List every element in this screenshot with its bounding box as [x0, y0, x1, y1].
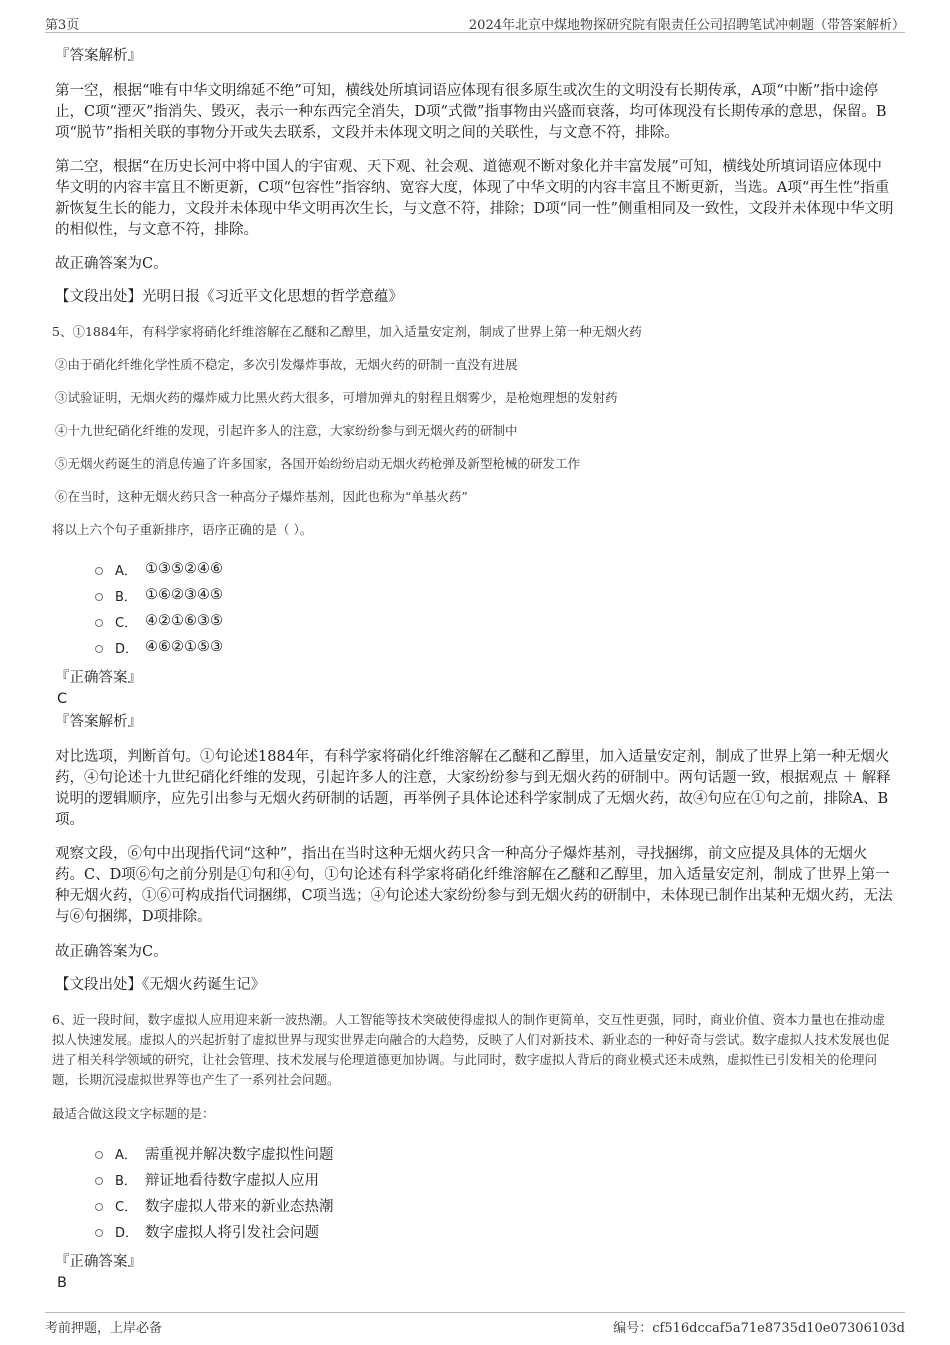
option-list: [95, 556, 895, 660]
option-letter: A．: [115, 563, 137, 579]
option-letter: D．: [115, 641, 139, 657]
question-sentence: ⑥在当时，这种无烟火药只含一种高分子爆炸基剂，因此也称为“单基火药”: [55, 489, 468, 504]
document-id: 编号：cf516dccaf5a71e8735d10e07306103d: [613, 1321, 905, 1336]
option-text: 辩证地看待数字虚拟人应用: [145, 1172, 319, 1189]
correct-answer: B: [57, 1275, 67, 1291]
option-text: ④⑥②①⑤③: [145, 639, 223, 655]
page-footer: [45, 1312, 905, 1335]
analysis-paragraph: 观察文段，⑥句中出现指代词“这种”，指出在当时这种无烟火药只含一种高分子爆炸基剂，寻找捆绑，前文应提及具体的无烟火药。C、D项⑥句之前分别是①句和④句，①句论述有科学家将硝化纤维溶解在乙醚和乙醇里，加入适量安定剂，制成了世界上第一种无烟火药，①⑥可构成指代词捆绑，C项当选；④句论述大家纷纷参与到无烟火药的研制中，未体现已制作出某种无烟火药，无法与⑥句捆绑，D项排除。: [55, 846, 893, 925]
question-sentence: ④十九世纪硝化纤维的发现，引起许多人的注意，大家纷纷参与到无烟火药的研制中: [55, 423, 518, 438]
question-prompt: 将以上六个句子重新排序，语序正确的是（ ）。: [52, 522, 313, 537]
radio-icon[interactable]: [95, 1151, 103, 1159]
option-a[interactable]: [95, 1140, 895, 1166]
analysis-paragraph: 对比选项，判断首句。①句论述1884年，有科学家将硝化纤维溶解在乙醚和乙醇里，加入适量安定剂，制成了世界上第一种无烟火药，④句论述十九世纪硝化纤维的发现，引起许多人的注意，大家纷纷参与到无烟火药的研制中。两句话题一致，根据观点 ＋ 解释说明的逻辑顺序，应先引出参与无烟火药研制的话题，再举例子具体论述科学家制成了无烟火药，故④句应在①句之前，排除A、B项。: [55, 749, 891, 828]
question-sentence: ③试验证明，无烟火药的爆炸威力比黑火药大很多，可增加弹丸的射程且烟雾少，是枪炮理想的发射药: [55, 390, 618, 405]
option-letter: B．: [115, 1173, 137, 1189]
analysis-paragraph: 第一空，根据“唯有中华文明绵延不绝”可知，横线处所填词语应体现有很多原生或次生的文明没有长期传承，A项“中断”指中途停止，C项“湮灭”指消失、毁灭，表示一种东西完全消失，D项“式微”指事物由兴盛而衰落，均可体现没有长期传承的意思，保留。B项“脱节”指相关联的事物分开或失去联系，文段并未体现文明之间的关联性，与文意不符，排除。: [55, 83, 887, 141]
correct-answer-label: 『正确答案』: [55, 1254, 142, 1270]
document-title: 2024年北京中煤地物探研究院有限责任公司招聘笔试冲刺题（带答案解析）: [468, 18, 905, 33]
conclusion: 故正确答案为C。: [55, 256, 168, 272]
question-prompt: 最适合做这段文字标题的是：: [52, 1106, 215, 1121]
question-sentence: ②由于硝化纤维化学性质不稳定，多次引发爆炸事故，无烟火药的研制一直没有进展: [55, 357, 518, 372]
analysis-paragraph: 第二空，根据“在历史长河中将中国人的宇宙观、天下观、社会观、道德观不断对象化并丰富发展”可知，横线处所填词语应体现中华文明的内容丰富且不断更新，C项“包容性”指容纳、宽容大度，体现了中华文明的内容丰富且不断更新，当选。A项“再生性”指重新恢复生长的能力，文段并未体现中华文明再次生长，与文意不符，排除；D项“同一性”侧重相同及一致性，文段并未体现中华文明的相似性，与文意不符，排除。: [55, 159, 894, 238]
option-c[interactable]: [95, 1192, 895, 1218]
option-b[interactable]: [95, 1166, 895, 1192]
option-text: 数字虚拟人带来的新业态热潮: [145, 1198, 334, 1215]
radio-icon[interactable]: [95, 1229, 103, 1237]
option-c[interactable]: [95, 608, 895, 634]
source-citation: 【文段出处】光明日报《习近平文化思想的哲学意蕴》: [55, 289, 403, 305]
radio-icon[interactable]: [95, 593, 103, 601]
page-header: [45, 12, 905, 33]
analysis-label: 『答案解析』: [55, 714, 142, 730]
option-a[interactable]: [95, 556, 895, 582]
page-number: 第3页: [45, 18, 80, 33]
footer-slogan: 考前押题，上岸必备: [45, 1321, 163, 1336]
option-letter: C．: [115, 1199, 138, 1215]
option-b[interactable]: [95, 582, 895, 608]
question-stem: 6、近一段时间，数字虚拟人应用迎来新一波热潮。人工智能等技术突破使得虚拟人的制作更简单，交互性更强，同时，商业价值、资本力量也在推动虚拟人快速发展。虚拟人的兴起折射了虚拟世界与现实世界走向融合的大趋势，反映了人们对新技术、新业态的一种好奇与尝试。数字虚拟人技术发展也促进了相关科学领域的研究，让社会管理、技术发展与伦理道德更加协调。与此同时，数字虚拟人背后的商业模式还未成熟，虚拟性已引发相关的伦理问题，长期沉浸虚拟世界等也产生了一系列社会问题。: [52, 1012, 890, 1087]
radio-icon[interactable]: [95, 645, 103, 653]
option-text: 数字虚拟人将引发社会问题: [145, 1224, 319, 1241]
radio-icon[interactable]: [95, 567, 103, 575]
radio-icon[interactable]: [95, 1203, 103, 1211]
document-body: [52, 46, 895, 1296]
question-sentence: ⑤无烟火药诞生的消息传遍了许多国家，各国开始纷纷启动无烟火药枪弹及新型枪械的研发工作: [55, 456, 581, 471]
option-text: ①⑥②③④⑤: [145, 587, 223, 603]
option-d[interactable]: [95, 1218, 895, 1244]
option-d[interactable]: [95, 634, 895, 660]
radio-icon[interactable]: [95, 1177, 103, 1185]
option-text: ④②①⑥③⑤: [145, 613, 223, 629]
conclusion: 故正确答案为C。: [55, 944, 168, 960]
option-text: 需重视并解决数字虚拟性问题: [145, 1146, 334, 1163]
correct-answer: C: [57, 691, 68, 707]
option-letter: D．: [115, 1225, 139, 1241]
source-citation: 【文段出处】《无烟火药诞生记》: [55, 977, 266, 993]
analysis-label: 『答案解析』: [55, 48, 142, 64]
option-letter: A．: [115, 1147, 137, 1163]
option-letter: B．: [115, 589, 137, 605]
option-text: ①③⑤②④⑥: [145, 561, 223, 577]
radio-icon[interactable]: [95, 619, 103, 627]
correct-answer-label: 『正确答案』: [55, 670, 142, 686]
option-list: [95, 1140, 895, 1244]
option-letter: C．: [115, 615, 138, 631]
question-stem: 5、①1884年，有科学家将硝化纤维溶解在乙醚和乙醇里，加入适量安定剂，制成了世界上第一种无烟火药: [52, 324, 642, 339]
